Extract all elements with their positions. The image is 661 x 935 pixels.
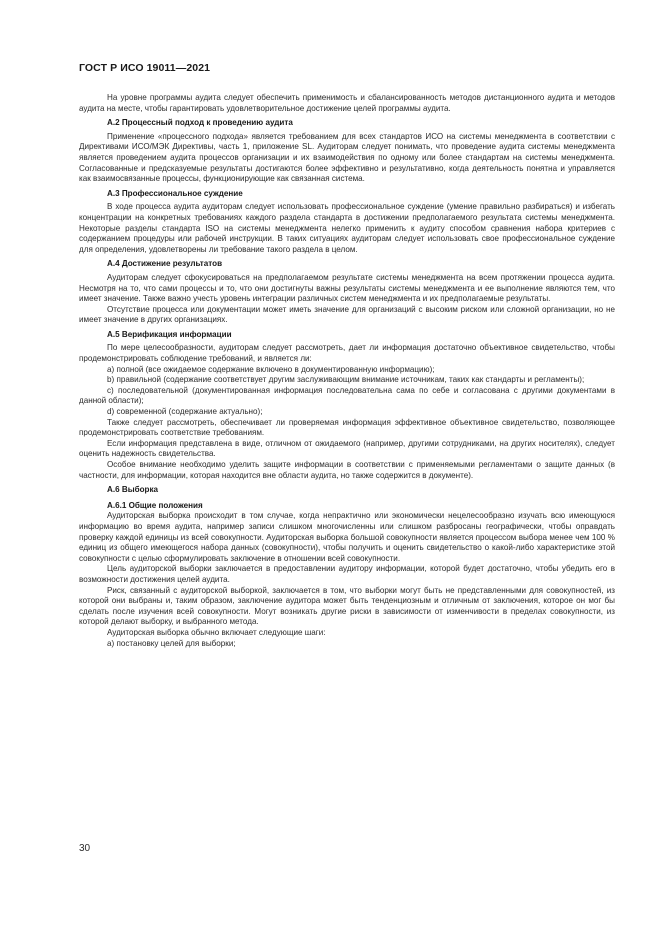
section-a5-paragraph-3: Если информация представлена в виде, отличном от ожидаемого (например, другими сотрудниками, на других носителях), следует оценить надежность свидетельства. [79, 438, 615, 459]
section-a3-paragraph: В ходе процесса аудита аудиторам следует использовать профессиональное суждение (умение правильно разбираться) и избегать концентрации на конкретных требованиях каждого раздела стандарта в достижении предполагаемого результата системы менеджмента. Некоторые разделы стандарта ISO на системы менеджмента нелегко применить к аудиту способом сравнения набора критериев с содержанием процедуры или рабочей инструкции. В таких ситуациях аудиторам следует использовать свое профессиональное суждение для определения, удовлетворены ли требование такого раздела в целом. [79, 202, 615, 254]
page-number: 30 [79, 843, 91, 854]
section-a61-paragraph-3: Риск, связанный с аудиторской выборкой, заключается в том, что выборки могут быть не представленными для совокупностей, из которой они выбраны и, таким образом, заключение аудитора может быть тенденциозным и отличным от заключения, которое он мог бы сделать после изучения всей совокупности. Могут возникать другие риски в зависимости от изменчивости в пределах совокупности, из которой делают выборку, и выбранного метода. [79, 585, 615, 627]
section-a4-paragraph-2: Отсутствие процесса или документации может иметь значение для организаций с высоким риском или сложной организации, но не имеет значение в других организациях. [79, 304, 615, 325]
section-a61-paragraph-1: Аудиторская выборка происходит в том случае, когда непрактично или экономически нецелесообразно изучать всю имеющуюся информацию во время аудита, например записи слишком многочисленны или слишком разбросаны географически, чтобы оправдать проверку каждой единицы из всей совокупности. Аудиторская выборка большой совокупности является процессом выбора менее чем 100 % единиц из общего имеющегося набора данных (совокупности), чтобы получить и оценить свидетельство о какой-либо характеристике этой совокупности с целью сформулировать заключение в отношении всей совокупности. [79, 511, 615, 563]
list-item-c: c) последовательной (документированная информация последовательна сама по себе и согласована с другими документами в данной области); [79, 385, 615, 406]
list-item-d: d) современной (содержание актуально); [107, 407, 263, 417]
intro-paragraph: На уровне программы аудита следует обеспечить применимость и сбалансированность методов дистанционного аудита и методов аудита на месте, чтобы гарантировать удовлетворительное достижение целей программы аудита. [79, 93, 615, 113]
section-a4-paragraph-1: Аудиторам следует сфокусироваться на предполагаемом результате системы менеджмента на всем протяжении процесса аудита. Несмотря на то, что сами процессы и то, что они достигнуты важны результаты системы менеджмента и ее выполнение являются тем, что имеет значение. Также важно учесть уровень интеграции различных систем менеджмента и их предполагаемые результаты. [79, 272, 615, 304]
section-a5-title: А.5 Верификация информации [107, 329, 232, 339]
section-a61-title: А.6.1 Общие положения [107, 500, 203, 510]
section-a2-paragraph: Применение «процессного подхода» является требованием для всех стандартов ИСО на системы менеджмента в соответствии с Директивами ИСО/МЭК Директивы, часть 1, приложение SL. Аудиторам следует понимать, что проведение аудита системы менеджмента является проведением аудита процессов организации и их взаимодействия по одному или более стандартам на системы менеджмента. Согласованные и предсказуемые результаты достигаются более эффективно и результативно, когда деятельность понятна и управляется как взаимосвязанные процессы, функционирующие как связанная система. [79, 131, 615, 184]
section-a2-title: А.2 Процессный подход к проведению аудита [107, 118, 293, 128]
document-body [79, 93, 615, 649]
list-item-a: a) полной (все ожидаемое содержание включено в документированную информацию); [107, 364, 435, 374]
section-a5-paragraph-1: По мере целесообразности, аудиторам следует рассмотреть, дает ли информация достаточно объективное свидетельство, чтобы продемонстрировать соблюдение требований, и является ли: [79, 343, 615, 364]
section-a3-title: А.3 Профессиональное суждение [107, 188, 243, 198]
section-a4-title: А.4 Достижение результатов [107, 259, 223, 269]
section-a61-paragraph-4: Аудиторская выборка обычно включает следующие шаги: [107, 627, 326, 637]
section-a5-paragraph-2: Также следует рассмотреть, обеспечивает ли проверяемая информация эффективное объективное свидетельство, позволяющее продемонстрировать соответствие требованиям. [79, 417, 615, 438]
section-a5-paragraph-4: Особое внимание необходимо уделить защите информации в соответствии с применяемыми регламентами о защите данных (в частности, для информации, которая находится вне области аудита, но также содержится в документе). [79, 460, 615, 480]
list-item-a-sampling: a) постановку целей для выборки; [107, 638, 236, 648]
section-a61-paragraph-2: Цель аудиторской выборки заключается в предоставлении аудитору информации, которой будет достаточно, чтобы убедить его в возможности достижения целей аудита. [79, 564, 615, 584]
document-header: ГОСТ Р ИСО 19011—2021 [79, 62, 211, 74]
section-a6-title: А.6 Выборка [107, 485, 159, 495]
list-item-b: b) правильной (содержание соответствует другим заслуживающим внимание источникам, таких как стандарты и регламенты); [107, 375, 585, 385]
